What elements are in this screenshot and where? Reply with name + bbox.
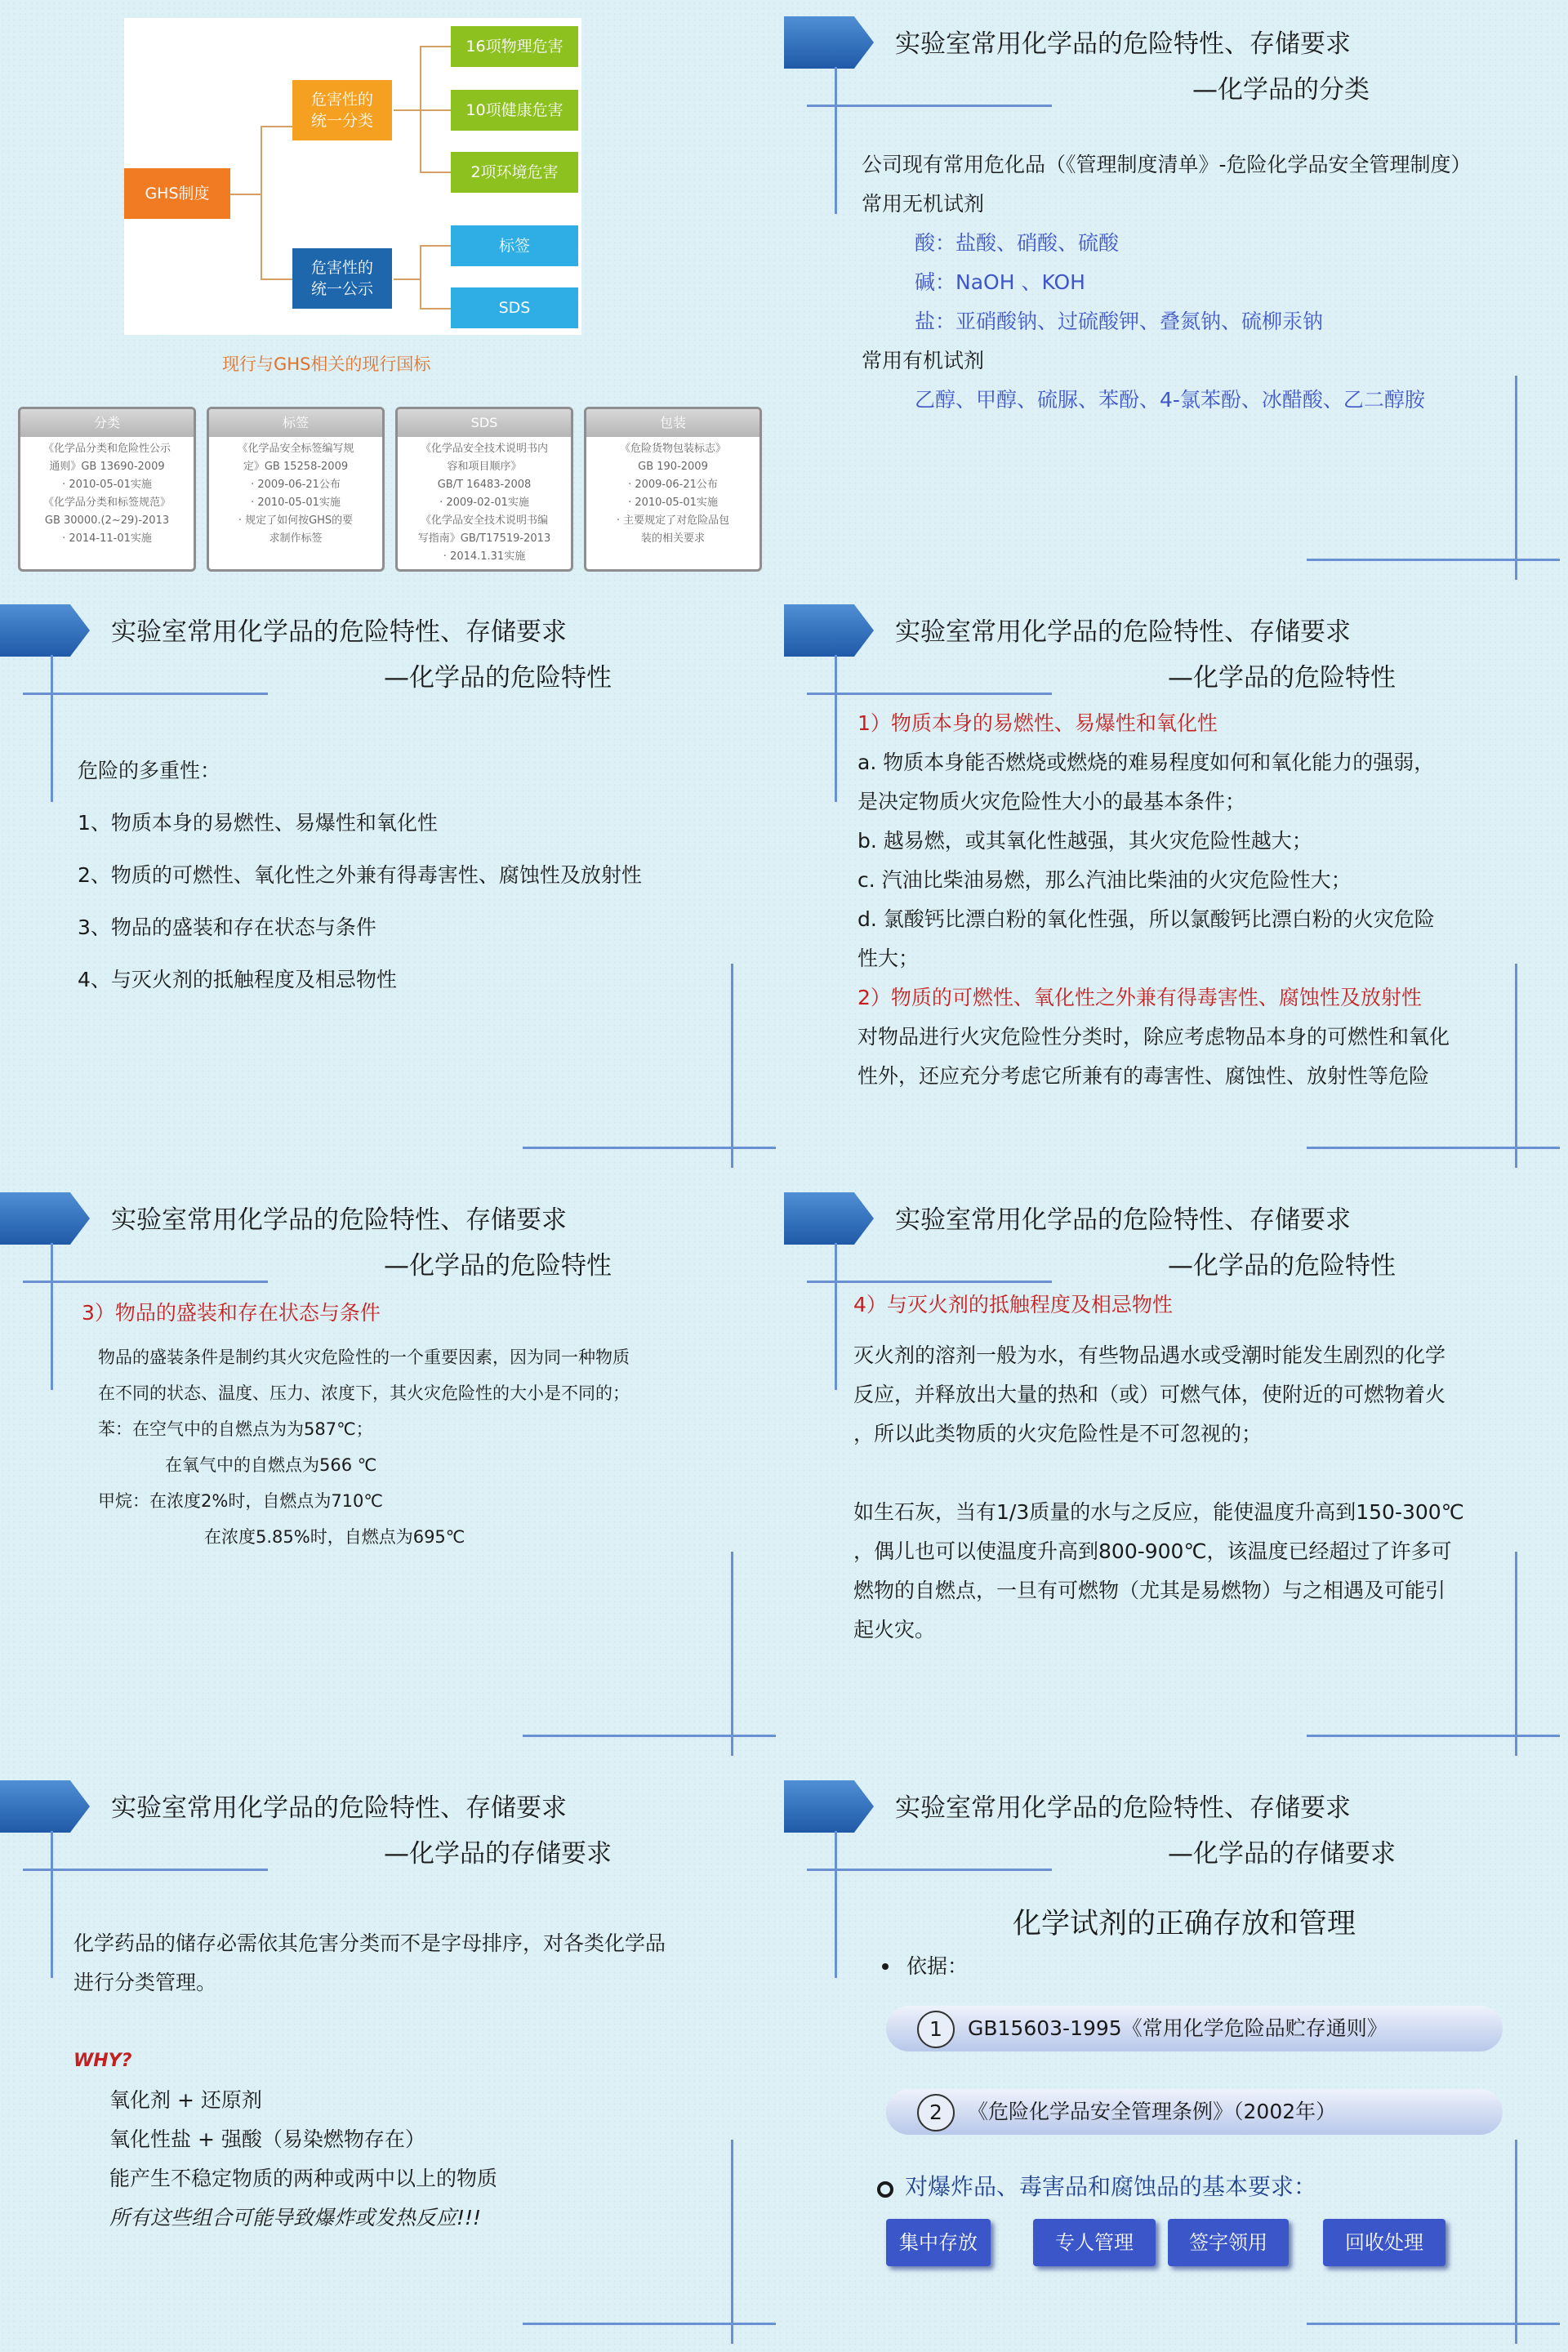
slide-storage-1 <box>0 1764 784 2352</box>
decor-line <box>23 1281 268 1283</box>
text-line: 性大； <box>858 947 920 970</box>
basis-text: GB15603-1995《常用化学危险品贮存通则》 <box>968 2016 1388 2040</box>
basis-label: 依据： <box>906 1954 969 1978</box>
text-line: 1、物质本身的易燃性、易爆性和氧化性 <box>78 811 438 835</box>
text-line: 常用无机试剂 <box>862 192 985 216</box>
physical-hazards-box: 16项物理危害 <box>451 26 578 67</box>
section-heading: 2）物质的可燃性、氧化性之外兼有得毒害性、腐蚀性及放射性 <box>858 986 1422 1009</box>
ghs-system-box: GHS制度 <box>124 168 230 219</box>
card-body: 《危险货物包装标志》 GB 190-2009 · 2009-06-21公布 · 2010-05-01实施 · 主要规定了对危险品包 装的相关要求 <box>616 443 730 545</box>
text-line: 在浓度5.85%时，自燃点为695℃ <box>204 1527 466 1547</box>
text-line: 氧化剂 + 还原剂 <box>109 2088 262 2112</box>
content-heading: 化学试剂的正确存放和管理 <box>1013 1908 1356 1940</box>
slide-classification <box>784 0 1568 588</box>
centralized-storage-button[interactable]: 集中存放 <box>886 2219 991 2266</box>
unified-classification-box: 危害性的 统一分类 <box>292 80 392 140</box>
decor-line <box>523 1735 776 1737</box>
text-line: 是决定物质火灾危险性大小的最基本条件； <box>858 790 1246 813</box>
section-heading: 4）与灭火剂的抵触程度及相忌物性 <box>853 1293 1173 1316</box>
text-line: 物品的盛装条件是制约其火灾危险性的一个重要因素，因为同一种物质 <box>98 1348 630 1367</box>
text-line: c. 汽油比柴油易燃，那么汽油比柴油的火灾危险性大； <box>858 868 1352 892</box>
decor-line <box>523 2323 776 2325</box>
text-line: 2、物质的可燃性、氧化性之外兼有得毒害性、腐蚀性及放射性 <box>78 863 642 887</box>
health-hazards-box: 10项健康危害 <box>451 90 578 131</box>
standard-card-sds <box>395 407 573 572</box>
slide-hazards-overview <box>0 588 784 1176</box>
card-header: 标签 <box>209 409 382 437</box>
slide-ghs <box>0 0 784 588</box>
title-arrow-icon <box>0 1780 90 1833</box>
decor-line <box>835 655 837 802</box>
text-line: 性外，还应充分考虑它所兼有的毒害性、腐蚀性、放射性等危险 <box>858 1064 1430 1088</box>
text-line: 苯：在空气中的自燃点为为587℃； <box>98 1419 373 1439</box>
slide-subtitle: —化学品的存储要求 <box>1168 1839 1396 1869</box>
slide-subtitle: —化学品的存储要求 <box>384 1839 612 1869</box>
decor-line <box>523 1147 776 1149</box>
decor-line <box>23 693 268 695</box>
title-arrow-icon <box>784 1192 874 1245</box>
card-body: 《化学品安全技术说明书内 容和项目顺序》 GB/T 16483-2008 · 2009-02-01实施 《化学品安全技术说明书编 写指南》GB/T17519-2013 · 2014.1.31实施 <box>417 443 551 563</box>
why-label: WHY? <box>74 2051 132 2071</box>
slide-title: 实验室常用化学品的危险特性、存储要求 <box>111 1205 567 1235</box>
decor-line <box>51 655 53 802</box>
decor-line <box>731 964 733 1168</box>
text-line: 进行分类管理。 <box>74 1971 217 1994</box>
dedicated-management-button[interactable]: 专人管理 <box>1033 2219 1156 2266</box>
title-arrow-icon <box>0 1192 90 1245</box>
slide-subtitle: —化学品的分类 <box>1192 75 1370 105</box>
decor-line <box>1515 2140 1517 2344</box>
standards-caption: 现行与GHS相关的现行国标 <box>222 354 431 374</box>
text-line: 能产生不稳定物质的两种或两中以上的物质 <box>109 2167 498 2190</box>
ghs-connectors <box>0 0 784 343</box>
number-badge: 1 <box>917 2011 955 2048</box>
text-line: 氧化性盐 + 强酸（易染燃物存在） <box>109 2127 425 2151</box>
decor-line <box>807 105 1052 107</box>
decor-line <box>23 1869 268 1871</box>
slide-subtitle: —化学品的危险特性 <box>1168 663 1396 693</box>
slide-subtitle: —化学品的危险特性 <box>1168 1251 1396 1281</box>
decor-line <box>835 1831 837 1978</box>
text-line: a. 物质本身能否燃烧或燃烧的难易程度如何和氧化能力的强弱， <box>858 751 1435 774</box>
slide-title: 实验室常用化学品的危险特性、存储要求 <box>895 29 1351 59</box>
slide-hazards-detail-2 <box>0 1176 784 1764</box>
text-line: 反应，并释放出大量的热和（或）可燃气体，使附近的可燃物着火 <box>853 1383 1446 1406</box>
decor-line <box>807 693 1052 695</box>
label-box: 标签 <box>451 225 578 266</box>
title-arrow-icon <box>784 1780 874 1833</box>
text-line: 如生石灰，当有1/3质量的水与之反应，能使温度升高到150-300℃ <box>853 1500 1464 1524</box>
title-arrow-icon <box>784 604 874 657</box>
decor-line <box>1515 376 1517 580</box>
title-arrow-icon <box>784 16 874 69</box>
number-badge: 2 <box>917 2094 955 2132</box>
decor-line <box>1307 2323 1560 2325</box>
text-line: 酸：盐酸、硝酸、硫酸 <box>915 231 1120 255</box>
text-line: 化学药品的储存必需依其危害分类而不是字母排序，对各类化学品 <box>74 1931 666 1955</box>
ring-bullet-icon <box>877 2181 893 2198</box>
text-line: 在不同的状态、温度、压力、浓度下，其火灾危险性的大小是不同的； <box>98 1383 630 1403</box>
standard-card-classification <box>18 407 196 572</box>
decor-line <box>1307 1147 1560 1149</box>
decor-line <box>51 1243 53 1390</box>
text-line: 危险的多重性： <box>78 759 221 782</box>
requirements-heading: 对爆炸品、毒害品和腐蚀品的基本要求： <box>905 2173 1317 2200</box>
slide-title: 实验室常用化学品的危险特性、存储要求 <box>111 1793 567 1823</box>
text-line: d. 氯酸钙比漂白粉的氧化性强，所以氯酸钙比漂白粉的火灾危险 <box>858 907 1435 931</box>
decor-line <box>835 1243 837 1390</box>
card-header: 分类 <box>20 409 194 437</box>
card-header: SDS <box>398 409 571 437</box>
recycle-handling-button[interactable]: 回收处理 <box>1323 2219 1446 2266</box>
text-line: 对物品进行火灾危险性分类时，除应考虑物品本身的可燃性和氧化 <box>858 1025 1450 1049</box>
slide-subtitle: —化学品的危险特性 <box>384 1251 612 1281</box>
decor-line <box>1515 1552 1517 1756</box>
standard-card-packaging <box>584 407 762 572</box>
text-line: 4、与灭火剂的抵触程度及相忌物性 <box>78 968 397 991</box>
basis-item-2 <box>886 2089 1503 2135</box>
slide-title: 实验室常用化学品的危险特性、存储要求 <box>895 617 1351 647</box>
text-line: 灭火剂的溶剂一般为水，有些物品遇水或受潮时能发生剧烈的化学 <box>853 1343 1446 1367</box>
slide-title: 实验室常用化学品的危险特性、存储要求 <box>111 617 567 647</box>
decor-line <box>731 2140 733 2344</box>
text-line: 3、物品的盛装和存在状态与条件 <box>78 915 376 939</box>
bullet-dot-icon <box>882 1963 889 1970</box>
text-line: 甲烷：在浓度2%时，自燃点为710℃ <box>98 1491 383 1511</box>
text-line: ，所以此类物质的火灾危险性是不可忽视的； <box>853 1422 1263 1446</box>
text-line: 燃物的自燃点，一旦有可燃物（尤其是易燃物）与之相遇及可能引 <box>853 1579 1446 1602</box>
decor-line <box>1307 1735 1560 1737</box>
decor-line <box>835 67 837 214</box>
slide-subtitle: —化学品的危险特性 <box>384 663 612 693</box>
decor-line <box>807 1869 1052 1871</box>
card-body: 《化学品分类和危险性公示 通则》GB 13690-2009 · 2010-05-01实施 《化学品分类和标签规范》 GB 30000.(2~29)-2013 · 2014-11-01实施 <box>42 443 171 545</box>
sds-box: SDS <box>451 287 578 328</box>
slide-hazards-detail-3 <box>784 1176 1568 1764</box>
section-heading: 3）物品的盛装和存在状态与条件 <box>82 1301 381 1325</box>
text-line: 乙醇、甲醇、硫脲、苯酚、4-氯苯酚、冰醋酸、乙二醇胺 <box>915 388 1425 412</box>
signature-issue-button[interactable]: 签字领用 <box>1168 2219 1289 2266</box>
slide-hazards-detail-1 <box>784 588 1568 1176</box>
text-line: 公司现有常用危化品（《管理制度清单》-危险化学品安全管理制度） <box>862 153 1472 176</box>
basis-item-1 <box>886 2006 1503 2051</box>
decor-line <box>1307 559 1560 561</box>
decor-line <box>51 1831 53 1978</box>
card-header: 包装 <box>586 409 760 437</box>
slide-title: 实验室常用化学品的危险特性、存储要求 <box>895 1205 1351 1235</box>
text-line: 在氧气中的自燃点为566 ℃ <box>165 1455 377 1475</box>
decor-line <box>807 1281 1052 1283</box>
text-line: 盐：亚硝酸钠、过硫酸钾、叠氮钠、硫柳汞钠 <box>915 310 1324 333</box>
text-line: 所有这些组合可能导致爆炸或发热反应!!! <box>109 2206 482 2230</box>
text-line: b. 越易燃，或其氧化性越强，其火灾危险性越大； <box>858 829 1312 853</box>
title-arrow-icon <box>0 604 90 657</box>
card-body: 《化学品安全标签编写规 定》GB 15258-2009 · 2009-06-21公布 · 2010-05-01实施 · 规定了如何按GHS的要 求制作标签 <box>237 443 354 545</box>
text-line: ，偶儿也可以使温度升高到800-900℃，该温度已经超过了许多可 <box>853 1539 1452 1563</box>
decor-line <box>731 1552 733 1756</box>
decor-line <box>1515 964 1517 1168</box>
slide-storage-2 <box>784 1764 1568 2352</box>
environment-hazards-box: 2项环境危害 <box>451 152 578 193</box>
text-line: 碱：NaOH 、KOH <box>915 270 1085 294</box>
standard-card-label <box>207 407 385 572</box>
section-heading: 1）物质本身的易燃性、易爆性和氧化性 <box>858 711 1218 735</box>
unified-communication-box: 危害性的 统一公示 <box>292 248 392 309</box>
basis-text: 《危险化学品安全管理条例》（2002年） <box>968 2100 1337 2123</box>
slide-title: 实验室常用化学品的危险特性、存储要求 <box>895 1793 1351 1823</box>
text-line: 常用有机试剂 <box>862 349 985 372</box>
text-line: 起火灾。 <box>853 1618 936 1642</box>
